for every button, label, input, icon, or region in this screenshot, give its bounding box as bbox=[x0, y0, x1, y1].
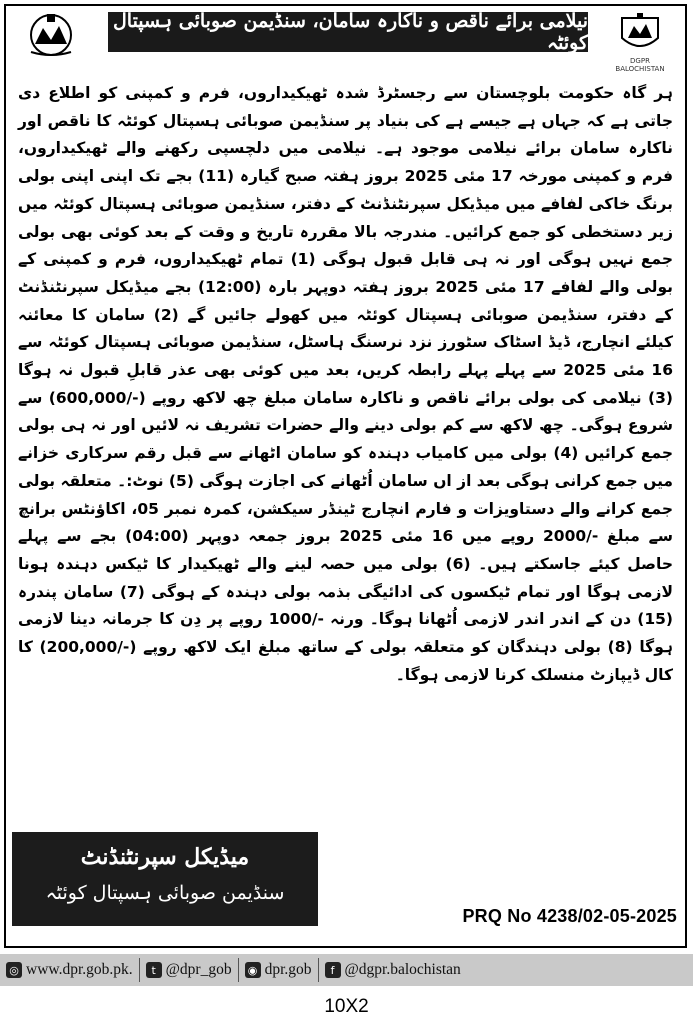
footer-twitter[interactable] bbox=[140, 954, 238, 986]
globe-icon: ◎ bbox=[6, 962, 22, 978]
twitter-text: @dpr_gob bbox=[165, 961, 232, 978]
emblem-icon bbox=[21, 12, 81, 56]
balochistan-emblem bbox=[16, 12, 86, 64]
website-text: www.dpr.gob.pk. bbox=[26, 961, 133, 978]
dgpr-logo bbox=[605, 12, 675, 73]
instagram-text: dpr.gob bbox=[264, 961, 312, 978]
dgpr-caption: DGPR BALOCHISTAN bbox=[615, 57, 665, 73]
footer-website[interactable] bbox=[0, 954, 139, 986]
footer-facebook[interactable] bbox=[319, 954, 467, 986]
signature-title: میڈیکل سپرنٹنڈنٹ bbox=[80, 844, 250, 870]
dgpr-emblem-icon bbox=[610, 12, 670, 56]
signature-block bbox=[12, 832, 318, 926]
facebook-text: @dgpr.balochistan bbox=[344, 961, 461, 978]
notice-title: نیلامی برائے ناقص و ناکارہ سامان، سنڈیمن صوبائی ہسپتال کوئٹہ bbox=[108, 12, 588, 52]
notice-paragraph: ہر گاہ حکومت بلوچستان سے رجسٹرڈ شدہ ٹھیکیداروں، فرم و کمپنی کو اطلاع دی جاتی ہے کہ جہاں ہے جیسے ہے کی بنیاد پر سنڈیمن صوبائی ہسپتال کوئٹہ کا ناقص اور ناکارہ سامان برائے نیلامی موجود ہے۔ نیلامی میں دلچسپی رکھنے والے ٹھیکیداروں، فرم و کمپنی مورخہ 17 مئی 2025 بروز ہفتہ صبح گیارہ (11) بجے تک اپنی اپنی بولی برنگ خاکی لفافے میں میڈیکل سپرنٹنڈنٹ کے دفتر، سنڈیمن صوبائی ہسپتال کوئٹہ میں زیر دستخطی کو جمع کرائیں۔ مندرجہ بالا مقررہ تاریخ و وقت کے بعد کوئی بھی بولی جمع نہیں ہوگی اور نہ ہی قابل قبول ہوگی (1) تمام ٹھیکیداروں، فرم و کمپنی کے بولی والے لفافے 17 مئی 2025 بروز ہفتہ دوپہر بارہ (12:00) بجے میڈیکل سپرنٹنڈنٹ کے دفتر، سنڈیمن صوبائی ہسپتال کوئٹہ میں کھولے جائیں گے (2) سامان کا معائنہ کیلئے انچارج، ڈیڈ اسٹاک سٹورز نزد نرسنگ ہاسٹل، سنڈیمن صوبائی ہسپتال کوئٹہ سے 16 مئی 2025 سے پہلے پہلے رابطہ کریں، بعد میں کوئی بھی عذر قابلِ قبول نہ ہوگا (3) نیلامی کی بولی برائے ناقص و ناکارہ سامان مبلغ چھ لاکھ روپے (-/600,000) سے شروع ہوگی۔ چھ لاکھ سے کم بولی دینے والے حضرات تشریف نہ لائیں اور نہ ہی بولی جمع کرائیں (4) بولی میں کامیاب دہندہ کو سامان اٹھانے سے قبل رقم سرکاری خزانے میں جمع کرانی ہوگی بعد از اں سامان اُٹھانے کی اجازت ہوگی (5) نوٹ:۔ متعلقہ بولی جمع کرانے والے دستاویزات و فارم انچارج ٹینڈر سیکشن، کمرہ نمبر 05، اکاؤنٹس برانچ سے مبلغ -/2000 روپے میں 16 مئی 2025 بروز جمعہ دوپہر (04:00) بجے سے پہلے حاصل کیئے جاسکتے ہیں۔ (6) بولی میں حصہ لینے والے ٹھیکیدار کا ٹیکس دہندہ ہونا لازمی ہوگا اور تمام ٹیکسوں کی ادائیگی بذمہ بولی دہندہ کے ہوگی (7) سامان پندرہ (15) دن کے اندر اندر لازمی اُٹھانا ہوگا۔ ورنہ -/1000 روپے پر دِن کا جرمانہ دینا لازمی ہوگا (8) بولی دہندگان کو متعلقہ بولی کے ساتھ مبلغ ایک لاکھ روپے (-/200,000) کا کال ڈیپازٹ منسلک کرنا لازمی ہوگا۔ bbox=[18, 84, 674, 684]
advertisement bbox=[4, 4, 687, 948]
signature-office: سنڈیمن صوبائی ہسپتال کوئٹہ bbox=[45, 882, 285, 904]
footer-bar bbox=[0, 954, 693, 986]
footer-instagram[interactable] bbox=[239, 954, 318, 986]
ad-size-label: 10X2 bbox=[324, 996, 369, 1017]
facebook-icon: f bbox=[325, 962, 341, 978]
twitter-icon: t bbox=[146, 962, 162, 978]
notice-body bbox=[18, 80, 673, 689]
instagram-icon: ◉ bbox=[245, 962, 261, 978]
prq-number: PRQ No 4238/02-05-2025 bbox=[462, 906, 677, 926]
